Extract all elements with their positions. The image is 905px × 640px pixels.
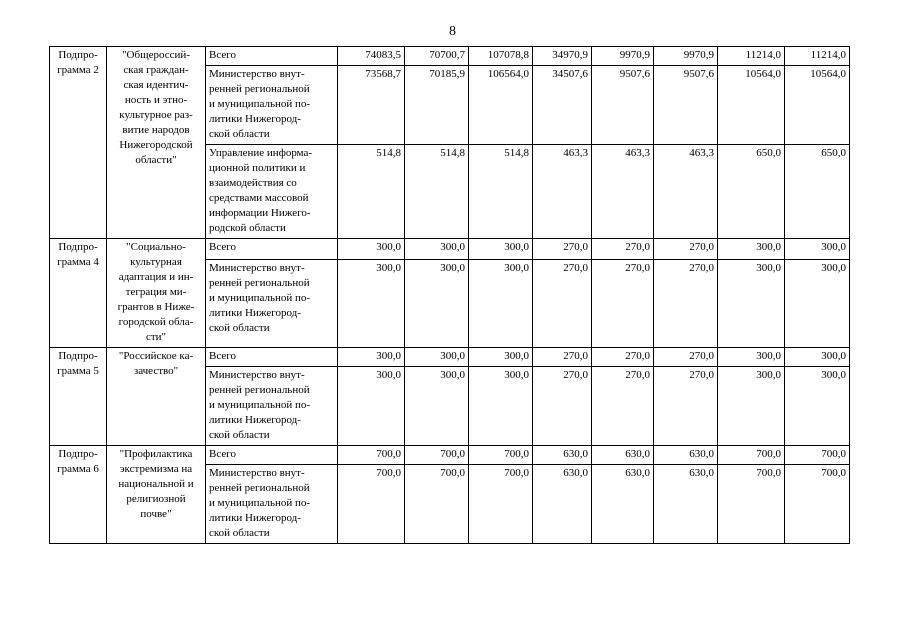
subprogram-title: "Общероссий- ская граждан- ская идентич- ность и этно- культурное раз- витие народов Нижегородской области" [107,47,206,239]
value-cell: 70700,7 [405,47,469,66]
value-cell: 300,0 [785,260,850,348]
value-cell: 11214,0 [785,47,850,66]
subprogram-title: "Социально- культурная адаптация и ин- теграция ми- грантов в Ниже- городской обла- сти" [107,239,206,348]
table-row [50,47,850,66]
value-cell: 300,0 [338,367,405,446]
value-cell: 270,0 [592,367,654,446]
page-number: 8 [449,24,456,39]
value-cell: 300,0 [405,367,469,446]
value-cell: 300,0 [469,348,533,367]
value-cell: 700,0 [785,446,850,465]
value-cell: 700,0 [469,446,533,465]
executor-cell: Министерство внут- ренней региональной и муниципальной по- литики Нижегород- ской области [206,367,338,446]
value-cell: 74083,5 [338,47,405,66]
subprogram-label: Подпро- грамма 2 [50,47,107,239]
value-cell: 700,0 [405,465,469,544]
value-cell: 700,0 [338,446,405,465]
value-cell: 700,0 [718,465,785,544]
value-cell: 514,8 [338,145,405,239]
executor-cell: Всего [206,348,338,367]
value-cell: 300,0 [718,239,785,260]
value-cell: 630,0 [654,446,718,465]
value-cell: 630,0 [654,465,718,544]
executor-cell: Министерство внут- ренней региональной и муниципальной по- литики Нижегород- ской области [206,66,338,145]
table-row [50,348,850,367]
value-cell: 463,3 [592,145,654,239]
value-cell: 270,0 [533,367,592,446]
value-cell: 630,0 [592,446,654,465]
value-cell: 300,0 [785,348,850,367]
value-cell: 700,0 [338,465,405,544]
budget-table [49,46,850,544]
value-cell: 630,0 [533,465,592,544]
value-cell: 270,0 [654,348,718,367]
value-cell: 10564,0 [718,66,785,145]
value-cell: 300,0 [405,260,469,348]
executor-cell: Министерство внут- ренней региональной и муниципальной по- литики Нижегород- ской области [206,465,338,544]
value-cell: 106564,0 [469,66,533,145]
value-cell: 270,0 [592,239,654,260]
value-cell: 463,3 [654,145,718,239]
executor-cell: Всего [206,239,338,260]
value-cell: 270,0 [592,260,654,348]
subprogram-title: "Профилактика экстремизма на национальной и религиозной почве" [107,446,206,544]
value-cell: 270,0 [533,260,592,348]
value-cell: 9507,6 [592,66,654,145]
value-cell: 300,0 [469,260,533,348]
value-cell: 270,0 [654,260,718,348]
value-cell: 270,0 [533,348,592,367]
value-cell: 300,0 [469,239,533,260]
table-row [50,239,850,260]
value-cell: 270,0 [533,239,592,260]
executor-cell: Всего [206,446,338,465]
value-cell: 650,0 [718,145,785,239]
executor-cell: Управление информа- ционной политики и взаимодействия со средствами массовой информации Нижего- родской области [206,145,338,239]
value-cell: 300,0 [338,239,405,260]
value-cell: 270,0 [592,348,654,367]
value-cell: 300,0 [405,348,469,367]
value-cell: 514,8 [405,145,469,239]
subprogram-label: Подпро- грамма 4 [50,239,107,348]
value-cell: 9970,9 [592,47,654,66]
value-cell: 9507,6 [654,66,718,145]
value-cell: 11214,0 [718,47,785,66]
table-row [50,446,850,465]
subprogram-label: Подпро- грамма 6 [50,446,107,544]
executor-cell: Всего [206,47,338,66]
value-cell: 300,0 [718,260,785,348]
table-body [50,47,850,544]
value-cell: 630,0 [592,465,654,544]
value-cell: 34507,6 [533,66,592,145]
value-cell: 270,0 [654,367,718,446]
value-cell: 70185,9 [405,66,469,145]
value-cell: 300,0 [338,260,405,348]
value-cell: 300,0 [405,239,469,260]
value-cell: 300,0 [718,348,785,367]
value-cell: 300,0 [338,348,405,367]
value-cell: 700,0 [718,446,785,465]
executor-cell: Министерство внут- ренней региональной и муниципальной по- литики Нижегород- ской области [206,260,338,348]
subprogram-label: Подпро- грамма 5 [50,348,107,446]
value-cell: 300,0 [785,367,850,446]
value-cell: 300,0 [785,239,850,260]
value-cell: 650,0 [785,145,850,239]
value-cell: 700,0 [785,465,850,544]
value-cell: 73568,7 [338,66,405,145]
value-cell: 700,0 [469,465,533,544]
subprogram-title: "Российское ка- зачество" [107,348,206,446]
value-cell: 300,0 [718,367,785,446]
value-cell: 630,0 [533,446,592,465]
value-cell: 107078,8 [469,47,533,66]
value-cell: 34970,9 [533,47,592,66]
value-cell: 700,0 [405,446,469,465]
value-cell: 463,3 [533,145,592,239]
value-cell: 10564,0 [785,66,850,145]
value-cell: 514,8 [469,145,533,239]
value-cell: 300,0 [469,367,533,446]
value-cell: 9970,9 [654,47,718,66]
value-cell: 270,0 [654,239,718,260]
